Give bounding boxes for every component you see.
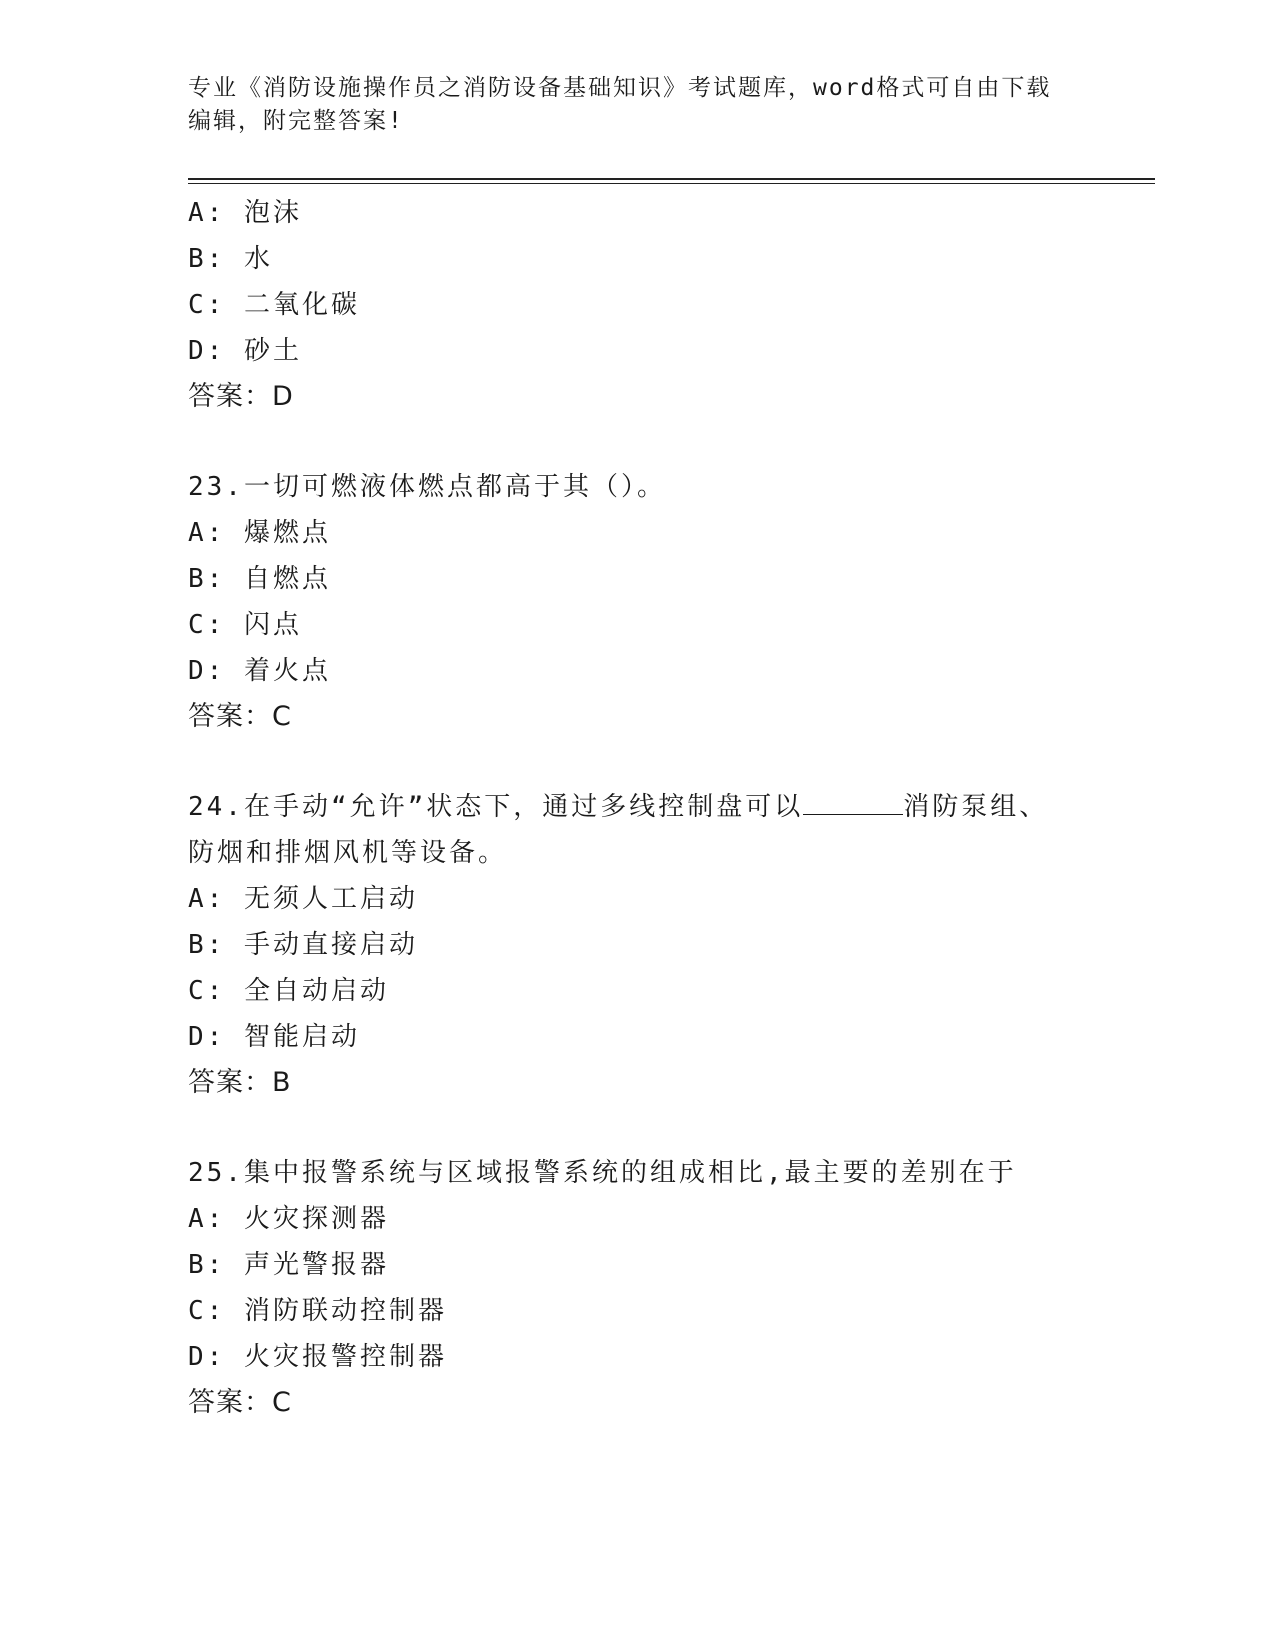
option-b: B: 手动直接启动: [188, 930, 418, 960]
answer-line: 答案：C: [188, 1387, 292, 1418]
question-22-block: [188, 190, 1088, 420]
answer-line: 答案：B: [188, 1067, 292, 1098]
document-header: 专业《消防设施操作员之消防设备基础知识》考试题库，word格式可自由下载编辑，附完整答案!: [188, 75, 1052, 134]
answer-line: 答案：C: [188, 701, 292, 732]
option-c: C: 全自动启动: [188, 976, 389, 1006]
option-b: B: 自燃点: [188, 564, 331, 594]
option-b: B: 水: [188, 244, 273, 274]
option-a: A: 泡沫: [188, 198, 302, 228]
question-23-block: [188, 464, 1088, 740]
header-divider-thin: [188, 183, 1155, 184]
question-text-part2: 消防泵组、防烟和排烟风机等设备。: [188, 792, 1049, 868]
option-d: D: 智能启动: [188, 1022, 360, 1052]
option-a: A: 无须人工启动: [188, 884, 418, 914]
option-c: C: 消防联动控制器: [188, 1296, 447, 1326]
option-c: C: 二氧化碳: [188, 290, 360, 320]
option-a: A: 爆燃点: [188, 518, 331, 548]
question-text: 25.集中报警系统与区域报警系统的组成相比,最主要的差别在于: [188, 1158, 1017, 1188]
option-b: B: 声光警报器: [188, 1250, 389, 1280]
question-24-block: [188, 784, 1088, 1106]
option-c: C: 闪点: [188, 610, 302, 640]
question-text-part1: 24.在手动“允许”状态下，通过多线控制盘可以: [188, 792, 804, 822]
question-25-block: [188, 1150, 1088, 1426]
option-a: A: 火灾探测器: [188, 1204, 389, 1234]
fill-blank: [803, 792, 903, 815]
option-d: D: 着火点: [188, 656, 331, 686]
answer-line: 答案：D: [188, 381, 294, 412]
question-list: [188, 190, 1088, 1426]
question-text: [188, 784, 1068, 876]
option-d: D: 火灾报警控制器: [188, 1342, 447, 1372]
question-text: 23.一切可燃液体燃点都高于其（）。: [188, 472, 666, 502]
option-d: D: 砂土: [188, 336, 302, 366]
header-divider: [188, 178, 1155, 180]
